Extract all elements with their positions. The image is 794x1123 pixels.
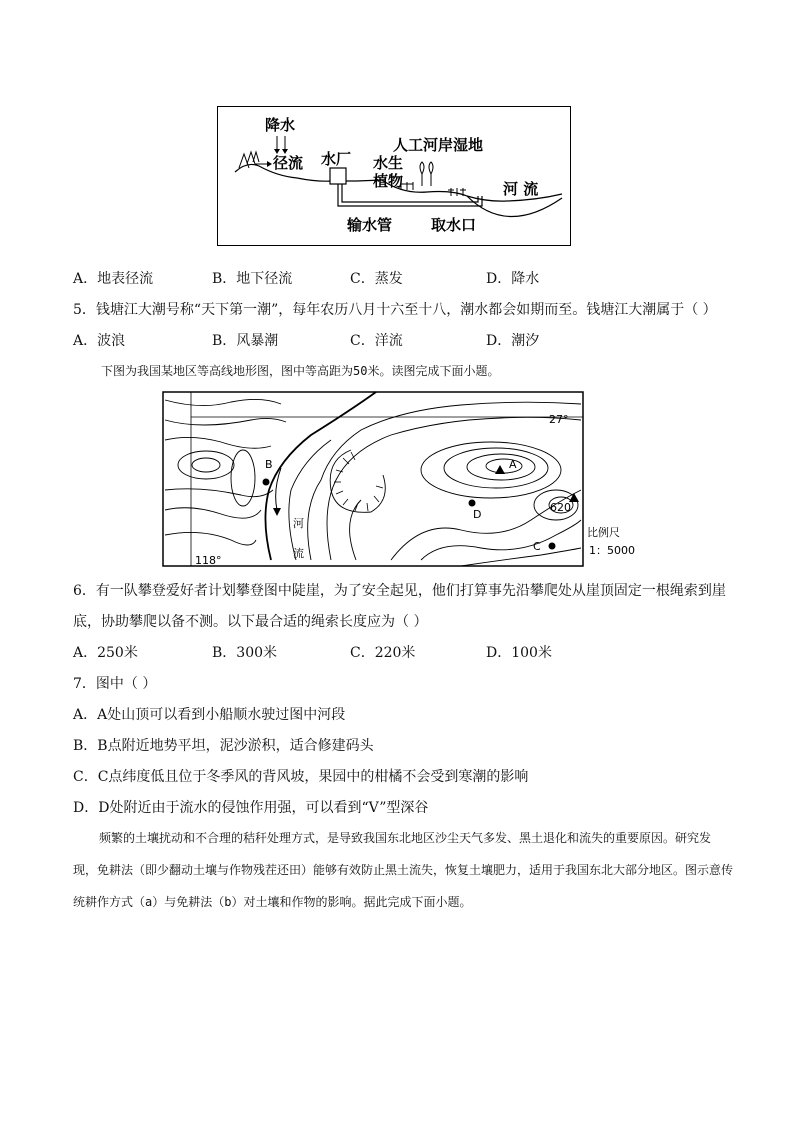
label-pipe: 输水管 — [347, 216, 393, 234]
scale-value: 1：5000 — [589, 544, 635, 557]
river-label-2: 流 — [293, 547, 304, 560]
q4-option-c[interactable]: C．蒸发 — [350, 271, 403, 287]
q7-option-d[interactable]: D．D处附近由于流水的侵蚀作用强，可以看到“V”型深谷 — [73, 800, 429, 816]
label-precipitation: 降水 — [265, 116, 296, 134]
label-intake: 取水口 — [431, 216, 477, 234]
q6-option-b[interactable]: B．300米 — [212, 645, 278, 661]
q5-option-a[interactable]: A．波浪 — [73, 333, 126, 349]
label-aquatic-1: 水生 — [373, 154, 404, 172]
q7-stem: 7．图中（ ） — [73, 676, 157, 692]
q5-stem: 5．钱塘江大潮号称“天下第一潮”，每年农历八月十六至十八，潮水都会如期而至。钱塘江大潮属于（ ） — [73, 302, 717, 318]
q6-option-d[interactable]: D．100米 — [486, 645, 552, 661]
point-a-label: A — [509, 458, 517, 471]
point-d-label: D — [473, 508, 482, 521]
label-river: 河 流 — [503, 180, 539, 198]
q6-stem-line2: 底，协助攀爬以备不测。以下最合适的绳索长度应为（ ） — [73, 614, 428, 630]
contour-map — [161, 390, 636, 570]
point-b-label: B — [265, 458, 273, 471]
elevation-label: 620 — [550, 501, 571, 514]
map-intro: 下图为我国某地区等高线地形图，图中等高距为50米。读图完成下面小题。 — [101, 364, 500, 378]
q6-stem-line1: 6．有一队攀登爱好者计划攀登图中陡崖，为了安全起见，他们打算事先沿攀爬处从崖顶固定一根绳索到崖 — [73, 583, 726, 599]
point-c-label: C — [533, 540, 541, 553]
q4-option-b[interactable]: B．地下径流 — [212, 271, 293, 287]
label-runoff: 径流 — [273, 154, 304, 172]
q5-option-c[interactable]: C．洋流 — [350, 333, 403, 349]
q7-option-a[interactable]: A．A处山顶可以看到小船顺水驶过图中河段 — [73, 707, 346, 723]
river-label-1: 河 — [293, 517, 304, 530]
label-aquatic-2: 植物 — [373, 172, 404, 190]
label-water-plant: 水厂 — [321, 150, 352, 168]
label-wetland: 人工河岸湿地 — [393, 136, 484, 154]
intro-paragraph: 频繁的土壤扰动和不合理的秸秆处理方式，是导致我国东北地区沙尘天气多发、黑土退化和流失的重要原因。研究发现，免耕法（即少翻动土壤与作物残茬还田）能够有效防止黑土流失，恢复土壤肥力，适用于我国东北大部分地区。图示意传统耕作方式（a）与免耕法（b）对土壤和作物的影响。据此完成下面小题。 — [73, 831, 734, 909]
lon-label: 118° — [195, 554, 222, 567]
q6-option-c[interactable]: C．220米 — [350, 645, 416, 661]
q7-option-b[interactable]: B．B点附近地势平坦，泥沙淤积，适合修建码头 — [73, 738, 374, 754]
q5-option-b[interactable]: B．风暴潮 — [212, 333, 279, 349]
q4-option-a[interactable]: A．地表径流 — [73, 271, 154, 287]
q5-option-d[interactable]: D．潮汐 — [486, 333, 540, 349]
lat-label: 27° — [549, 413, 569, 426]
water-cycle-figure — [217, 106, 571, 246]
q7-option-c[interactable]: C．C点纬度低且位于冬季风的背风坡，果园中的柑橘不会受到寒潮的影响 — [73, 769, 529, 785]
q4-option-d[interactable]: D．降水 — [486, 271, 540, 287]
q6-option-a[interactable]: A．250米 — [73, 645, 138, 661]
scale-title: 比例尺 — [587, 526, 620, 539]
